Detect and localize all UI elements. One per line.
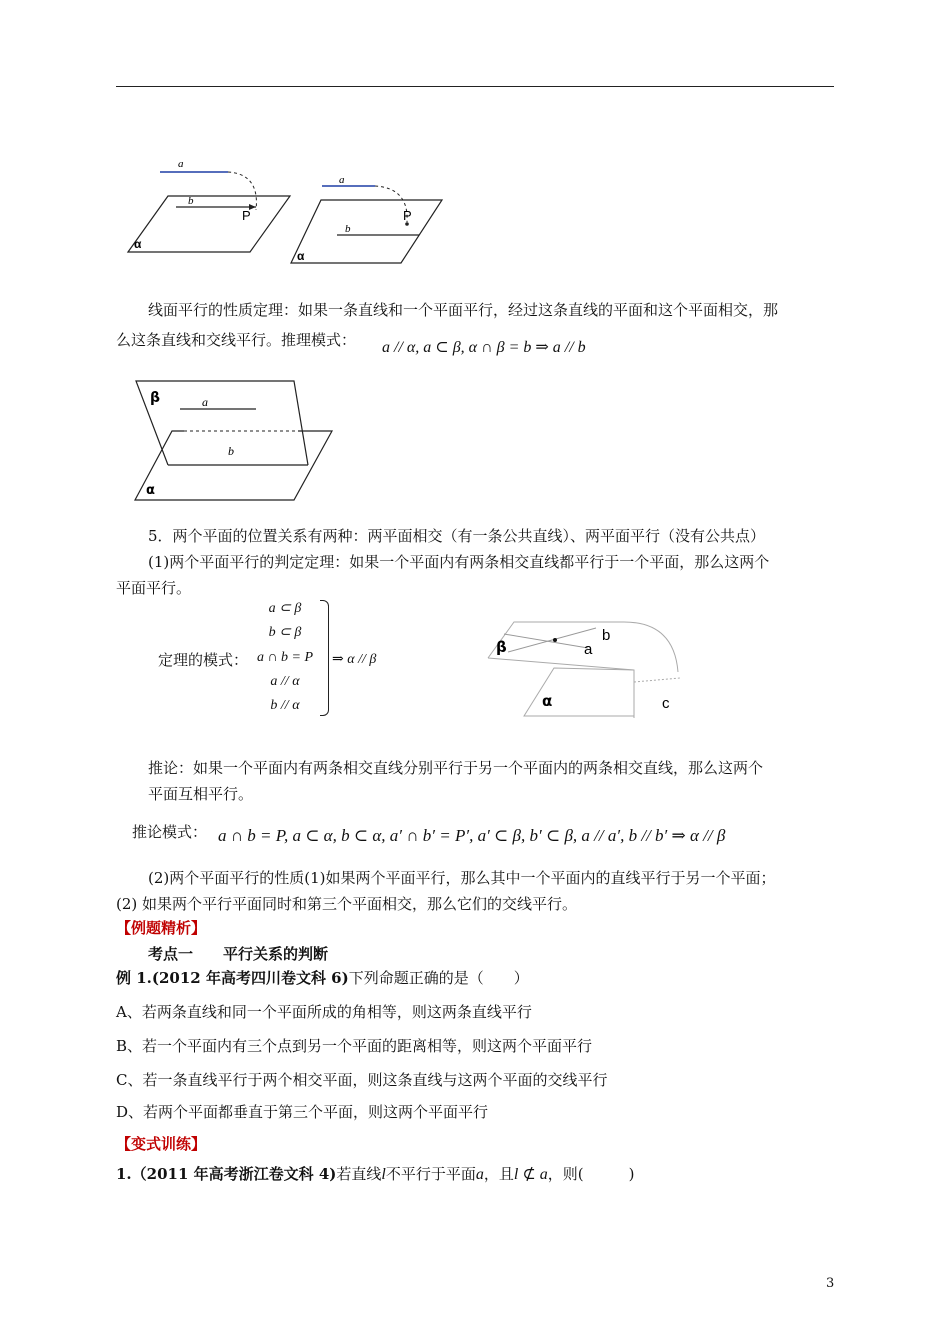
dashed-arc — [228, 172, 256, 210]
header-rule — [116, 86, 834, 87]
corollary-mode-label: 推论模式： — [132, 823, 208, 841]
figure-line-parallel-plane-1 — [120, 150, 300, 260]
plane-alpha — [291, 200, 442, 263]
option-a: A、若两条直线和同一个平面所成的角相等，则这两条直线平行 — [116, 1003, 532, 1021]
label-b: b — [602, 627, 611, 644]
label-a: a — [202, 395, 208, 409]
line-b — [508, 628, 596, 652]
option-b: B、若一个平面内有三个点到另一个平面的距离相等，则这两个平面平行 — [116, 1037, 593, 1055]
label-a: a — [584, 641, 593, 658]
case-3: a ∩ b = P — [256, 650, 314, 665]
label-a: a — [339, 174, 345, 186]
label-b: b — [345, 223, 351, 235]
theorem-conclusion: ⇒ α // β — [332, 652, 377, 667]
label-P: P — [242, 208, 251, 223]
variant-q1-cond: l ⊄ a — [513, 1166, 548, 1183]
alpha-top-dashed — [634, 678, 680, 682]
line-a — [504, 634, 588, 648]
corollary-line1: 推论：如果一个平面内有两条相交直线分别平行于另一个平面内的两条相交直线，那么这两个 — [148, 759, 764, 777]
example1-title: 例 1.(2012 年高考四川卷文科 6) — [116, 969, 349, 987]
topic-heading: 考点一 平行关系的判断 — [148, 945, 329, 963]
variant-q1-l: l — [381, 1166, 386, 1183]
property-theorem-line2: 么这条直线和交线平行。推理模式： — [116, 331, 357, 349]
section5-intro: 5．两个平面的位置关系有两种：两平面相交（有一条公共直线）、两平面平行（没有公共点） — [148, 527, 766, 545]
variant-q1-title: 1.（2011 年高考浙江卷文科 4) — [116, 1165, 337, 1183]
label-alpha: α — [297, 249, 305, 263]
label-alpha: α — [146, 483, 155, 498]
case-2: b ⊂ β — [268, 625, 302, 640]
case-1: a ⊂ β — [268, 601, 302, 616]
page-number: 3 — [826, 1276, 835, 1291]
example1-text: 下列命题正确的是（ ） — [348, 969, 529, 987]
property-theorem-line1: 线面平行的性质定理：如果一条直线和一个平面平行，经过这条直线的平面和这个平面相交，那 — [148, 301, 779, 319]
label-alpha: α — [542, 692, 553, 710]
example-heading: 【例题精析】 — [116, 919, 207, 937]
example1 — [116, 968, 529, 988]
theorem-mode-label: 定理的模式： — [158, 651, 249, 669]
plane-alpha — [524, 668, 634, 716]
variant-q1-text-c: ，且 — [483, 1165, 514, 1183]
variant-q1-alpha: a — [475, 1166, 484, 1183]
option-d: D、若两个平面都垂直于第三个平面，则这两个平面平行 — [116, 1103, 489, 1121]
figure-parallel-planes — [484, 600, 694, 722]
variant-heading: 【变式训练】 — [116, 1135, 207, 1153]
plane-alpha — [128, 196, 290, 252]
variant-q1-text-d: ，则( ) — [547, 1165, 635, 1183]
variant-q1-text-b: 不平行于平面 — [385, 1165, 476, 1183]
property-theorem-formula: a // α, a ⊂ β, α ∩ β = b ⇒ a // b — [382, 339, 586, 356]
label-c: c — [662, 695, 670, 712]
property-line2: (2) 如果两个平行平面同时和第三个平面相交，那么它们的交线平行。 — [116, 895, 578, 913]
label-b: b — [228, 444, 234, 458]
property-line1: (2)两个平面平行的性质(1)如果两个平面平行，那么其中一个平面内的直线平行于另一个平面； — [148, 869, 776, 887]
option-c: C、若一条直线平行于两个相交平面，则这条直线与这两个平面的交线平行 — [116, 1071, 608, 1089]
label-beta: β — [496, 638, 507, 656]
label-beta: β — [150, 390, 161, 406]
judge-theorem-line2: 平面平行。 — [116, 579, 192, 597]
label-b: b — [188, 195, 194, 207]
label-alpha: α — [134, 237, 142, 251]
label-P: P — [403, 208, 412, 223]
point-P — [553, 638, 557, 642]
judge-theorem-line1: (1)两个平面平行的判定定理：如果一个平面内有两条相交直线都平行于一个平面，那么这两个 — [148, 553, 770, 571]
right-brace — [320, 600, 329, 716]
corollary-formula: a ∩ b = P, a ⊂ α, b ⊂ α, a′ ∩ b′ = P′, a′ ⊂ β, b′ ⊂ β, a // a′, b // b′ ⇒ α // β — [218, 826, 726, 845]
corollary-line2: 平面互相平行。 — [148, 785, 254, 803]
plane-beta — [136, 381, 308, 465]
label-a: a — [178, 158, 184, 170]
variant-q1-text-a: 若直线 — [336, 1165, 382, 1183]
figure-line-parallel-plane-2 — [285, 170, 450, 270]
case-4: a // α — [270, 674, 300, 689]
case-5: b // α — [270, 698, 300, 713]
figure-plane-intersection — [132, 378, 338, 504]
variant-question-1 — [116, 1164, 634, 1185]
